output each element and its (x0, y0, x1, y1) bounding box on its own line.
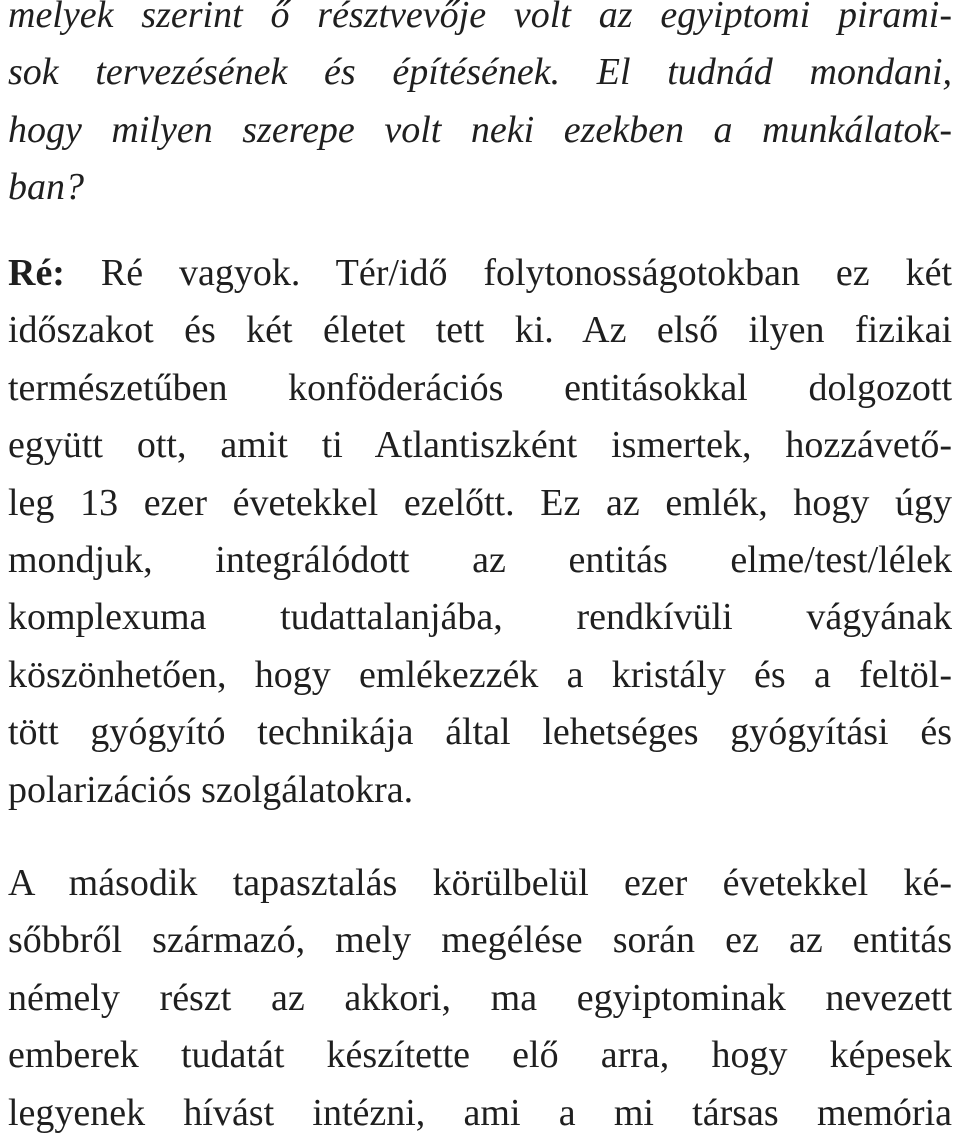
answer-first-line-text: Ré vagyok. Tér/idő folytonosságotokban ez két (100, 252, 953, 294)
answer-line: köszönhetően, hogy emlékezzék a kristály és a feltöl- (8, 653, 952, 696)
answer-paragraph-1 (8, 245, 952, 819)
question-line: ban? (8, 166, 84, 209)
answer-line: legyenek hívást intézni, ami a mi társas memória (8, 1091, 952, 1134)
answer-line: komplexuma tudattalanjába, rendkívüli vágyának (8, 596, 952, 639)
speaker-label: Ré: (8, 252, 65, 294)
answer-line: leg 13 ezer évetekkel ezelőtt. Ez az emlék, hogy úgy (8, 481, 952, 524)
answer-first-line (8, 245, 952, 302)
answer-line: mondjuk, integrálódott az entitás elme/test/lélek (8, 538, 952, 581)
answer-paragraph-2 (8, 855, 952, 1142)
answer-line: együtt ott, amit ti Atlantiszként ismertek, hozzávető- (8, 424, 952, 467)
question-line: sok tervezésének és építésének. El tudnád mondani, (8, 51, 952, 94)
question-paragraph (8, 0, 952, 217)
question-line: hogy milyen szerepe volt neki ezekben a munkálatok- (8, 108, 952, 151)
answer-line: sőbbről származó, mely megélése során ez az entitás (8, 919, 952, 962)
answer-line: némely részt az akkori, ma egyiptominak nevezett (8, 976, 952, 1019)
answer-line: időszakot és két életet tett ki. Az első ilyen fizikai (8, 309, 952, 352)
answer-line: tött gyógyító technikája által lehetséges gyógyítási és (8, 711, 952, 754)
answer-line: polarizációs szolgálatokra. (8, 768, 414, 811)
answer-line: emberek tudatát készítette elő arra, hogy képesek (8, 1034, 952, 1077)
answer-line: természetűben konföderációs entitásokkal dolgozott (8, 366, 952, 409)
question-line: melyek szerint ő résztvevője volt az egyiptomi pirami- (8, 0, 952, 36)
answer-line: A második tapasztalás körülbelül ezer évetekkel ké- (8, 862, 952, 904)
